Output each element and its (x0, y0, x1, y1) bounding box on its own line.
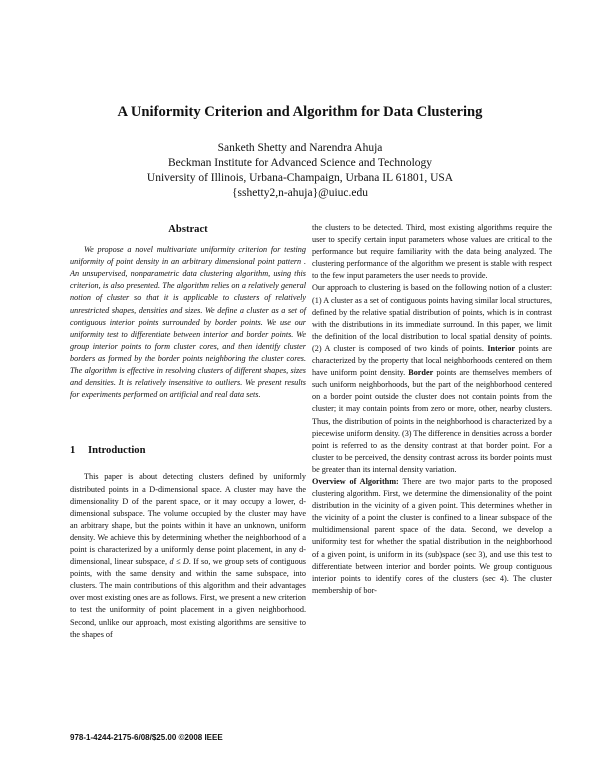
text-part: Our approach to clustering is based on the following notion of a cluster: (1) A cluster as a set of contiguous points having similar local structures, defined by the relative spatial distribution of points, which is in contrast with the distributions in its immediate surround. In this paper, we limit the definition of the local distribution to local spatial density of points. (2) A cluster is composed of two kinds of points. (312, 283, 552, 353)
text-part: points are characterized by the property that local neighborhoods centered on them have uniform point density. (312, 343, 553, 378)
author-institute: Beckman Institute for Advanced Science and Technology (167, 157, 433, 169)
right-paragraph-2 (312, 282, 552, 476)
intro-text-part: . If so, we group sets of contiguous points, with the same density and within the same subspace, into clusters. The main contributions of this algorithm and their advantages over most existing ones are as follows. First, we present a new criterion to test the uniformity of point placement in a given neighborhood. Second, unlike our approach, most existing algorithms are sensitive to the shapes of (70, 557, 306, 639)
author-university: University of Illinois, Urbana-Champaign, Urbana IL 61801, USA (146, 172, 454, 184)
footer-copyright: 978-1-4244-2175-6/08/$25.00 ©2008 IEEE (70, 733, 223, 742)
intro-text-part: This paper is about detecting clusters defined by uniformly distributed points in a D-dimensional space. A cluster may have the dimensionality D of the parent space, or it may occupy a lower, d-dimensional subspace. The volume occupied by the cluster may have an arbitrary shape, but the points within it have an unknown, uniform density. We achieve this by determining whether the neighborhood of a point is characterized by a uniformly dense point placement, in any d-dimensional, linear subspace, (70, 472, 306, 567)
border-term: Border (408, 368, 434, 378)
right-paragraph-3 (312, 476, 552, 597)
paper-title: A Uniformity Criterion and Algorithm for Data Clustering (117, 104, 483, 120)
author-email: {sshetty2,n-ahuja}@uiuc.edu (232, 187, 368, 199)
text-part: There are two major parts to the proposed clustering algorithm. First, we determine the dimensionality of the point distribution in the vicinity of a given point. This determines whether in the vicinity of a point the cluster is confined to a linear subspace of the multidimensional parent space of the data. Second, we develop a uniformity test for whether the spatial distribution in the neighborhood of a given point, is uniform in its (sub)space (sec 3), and use this test to differentiate between interior and border points. We group contiguous interior points to identify cores of the clusters (sec 4). The cluster membership of bor- (312, 476, 552, 595)
abstract-heading: Abstract (168, 224, 208, 235)
section-heading-introduction (70, 445, 306, 457)
right-paragraph-1: the clusters to be detected. Third, most existing algorithms require the user to specify certain input parameters whose values are critical to the performance but require familiarity with the data being analyzed. The clustering performance of the algorithm we present is stable with respect to the few input parameters the user needs to provide. (312, 223, 552, 281)
abstract-text: We propose a novel multivariate uniformity criterion for testing uniformity of point density in an arbitrary dimensional point pattern . An unsupervised, nonparametric data clustering algorithm, using this criterion, is also presented. The algorithm relies on a relatively general notion of cluster so that it is applicable to clusters of relatively unrestricted shapes, densities and sizes. We define a cluster as a set of contiguous interior points surrounded by border points. We use our uniformity test to differentiate between interior and border points. We group interior points to form cluster cores, and then identify cluster borders as formed by the border points neighboring the cluster cores. The algorithm is effective in resolving clusters of different shapes, sizes and densities. It is relatively insensitive to outliers. We present results for experiments performed on artificial and real data sets. (70, 245, 306, 400)
right-column (312, 222, 552, 597)
section-title: Introduction (88, 445, 146, 457)
left-column (70, 224, 306, 641)
text-part: points are themselves members of such uniform neighborhoods, but the part of the neighborhood centered on a border point outside the cluster does not contain points from the cluster; it may contain points from zero or more, other, nearby clusters. Thus, the distribution of points in the neighborhood is characterized by a piecewise uniform density. (3) The difference in densities across a border point is referred to as the density contrast at that border point. For a cluster to be perceived, the density contrast across its border points must be greater than its internal density variation. (312, 368, 552, 474)
author-names: Sanketh Shetty and Narendra Ahuja (217, 142, 383, 154)
interior-term: Interior (487, 343, 516, 353)
intro-paragraph-1 (70, 471, 306, 640)
section-number: 1 (70, 445, 76, 457)
overview-label: Overview of Algorithm: (312, 476, 399, 486)
author-block (0, 141, 600, 201)
math-inline: d ≤ D (169, 557, 189, 567)
